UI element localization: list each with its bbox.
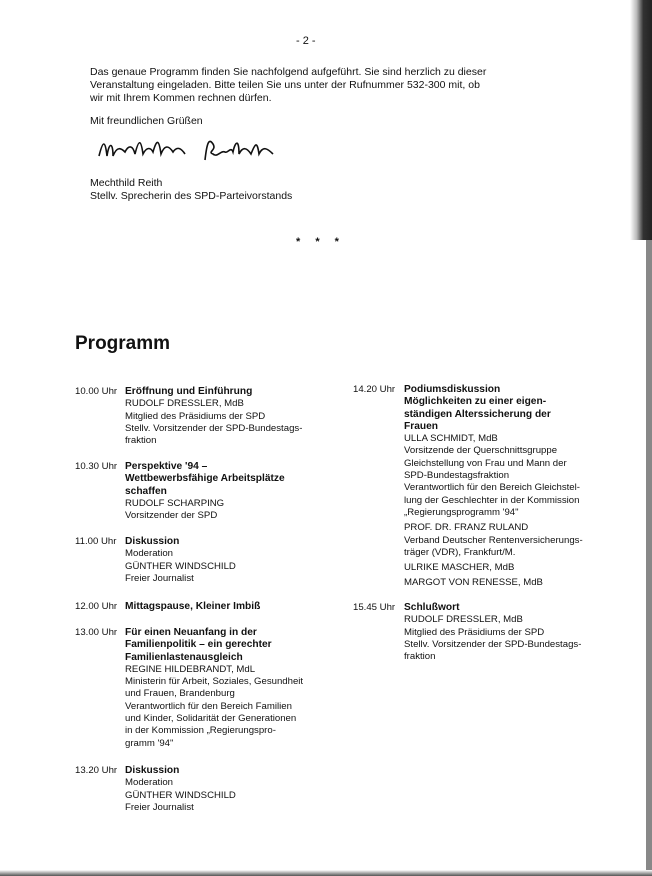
program-detail: Mitglied des Präsidiums der SPD	[404, 626, 545, 638]
program-detail: Freier Journalist	[125, 572, 194, 584]
program-detail: gramm '94"	[125, 737, 174, 749]
speaker-block	[404, 522, 604, 559]
program-body	[125, 601, 335, 613]
program-body	[404, 384, 604, 590]
program-detail: Stellv. Vorsitzender der SPD-Bundestags-	[125, 422, 303, 434]
program-body	[125, 627, 335, 750]
program-detail: RUDOLF DRESSLER, MdB	[404, 614, 523, 626]
speaker-block	[125, 498, 335, 523]
program-detail: RUDOLF SCHARPING	[125, 497, 225, 509]
program-detail: MARGOT VON RENESSE, MdB	[404, 577, 543, 589]
program-time: 11.00 Uhr	[75, 536, 117, 547]
program-title: schaffen	[125, 485, 167, 497]
program-body	[125, 536, 335, 585]
program-time: 10.00 Uhr	[75, 386, 118, 397]
program-detail: Verantwortlich für den Bereich Familien	[125, 700, 292, 712]
program-detail: Stellv. Vorsitzender der SPD-Bundestags-	[404, 638, 582, 650]
program-detail: „Regierungsprogramm '94"	[404, 506, 519, 518]
intro-line: wir mit Ihrem Kommen rechnen dürfen.	[90, 92, 272, 104]
intro-line: Veranstaltung eingeladen. Bitte teilen Sie uns unter der Rufnummer 532-300 mit, ob	[90, 79, 480, 91]
program-time: 10.30 Uhr	[75, 461, 118, 472]
program-title: Wettbewerbsfähige Arbeitsplätze	[125, 473, 285, 485]
program-title: Schlußwort	[404, 602, 460, 613]
program-detail: Vorsitzender der SPD	[125, 510, 218, 522]
separator: * * *	[296, 236, 345, 248]
scan-edge	[646, 240, 652, 876]
program-detail: in der Kommission „Regierungspro-	[125, 725, 276, 737]
speaker-block	[125, 777, 335, 814]
program-detail: und Frauen, Brandenburg	[125, 688, 235, 700]
program-detail: GÜNTHER WINDSCHILD	[125, 560, 236, 572]
speaker-block	[125, 398, 335, 447]
program-detail: träger (VDR), Frankfurt/M.	[404, 546, 516, 558]
greeting: Mit freundlichen Grüßen	[90, 115, 203, 127]
program-detail: und Kinder, Solidarität der Generationen	[125, 713, 297, 725]
program-title: Familienpolitik – ein gerechter	[125, 639, 272, 651]
program-time: 14.20 Uhr	[353, 384, 396, 395]
program-detail: Mitglied des Präsidiums der SPD	[125, 410, 266, 422]
program-detail: Vorsitzende der Querschnittsgruppe	[404, 445, 558, 457]
program-detail: Moderation	[125, 548, 173, 560]
program-title: Frauen	[404, 420, 438, 432]
handwritten-signature	[95, 132, 295, 173]
intro-line: Das genaue Programm finden Sie nachfolgend aufgeführt. Sie sind herzlich zu dieser	[90, 66, 487, 78]
page-number: - 2 -	[296, 35, 316, 47]
program-title: Mittagspause, Kleiner Imbiß	[125, 601, 261, 612]
program-detail: Verantwortlich für den Bereich Gleichstel-	[404, 482, 580, 494]
signer-block	[90, 177, 292, 203]
program-detail: Ministerin für Arbeit, Soziales, Gesundheit	[125, 676, 304, 688]
program-body	[125, 461, 335, 522]
program-detail: GÜNTHER WINDSCHILD	[125, 789, 236, 801]
signer-name: Mechthild Reith	[90, 177, 163, 189]
program-detail: PROF. DR. FRANZ RULAND	[404, 522, 529, 534]
program-title: Eröffnung und Einführung	[125, 386, 253, 397]
program-title: Familienlastenausgleich	[125, 651, 243, 663]
scan-edge	[0, 870, 652, 876]
program-body	[404, 602, 604, 663]
program-title: Möglichkeiten zu einer eigen-	[404, 396, 547, 408]
program-heading: Programm	[75, 333, 171, 354]
program-time: 15.45 Uhr	[353, 602, 396, 613]
speaker-block	[404, 433, 604, 519]
program-time: 12.00 Uhr	[75, 601, 118, 612]
program-body	[125, 765, 335, 814]
program-title: Für einen Neuanfang in der	[125, 627, 257, 638]
program-detail: fraktion	[125, 435, 157, 447]
program-detail: Moderation	[125, 777, 173, 789]
program-detail: lung der Geschlechter in der Kommission	[404, 494, 580, 506]
speaker-block	[404, 562, 604, 574]
program-detail: REGINE HILDEBRANDT, MdL	[125, 663, 256, 675]
program-detail: Verband Deutscher Rentenversicherungs-	[404, 534, 583, 546]
program-title: ständigen Alterssicherung der	[404, 408, 551, 420]
program-detail: SPD-Bundestagsfraktion	[404, 470, 510, 482]
program-title: Podiumsdiskussion	[404, 384, 501, 395]
speaker-block	[404, 614, 604, 663]
program-detail: RUDOLF DRESSLER, MdB	[125, 398, 244, 410]
program-title: Diskussion	[125, 765, 180, 776]
intro-paragraph	[90, 66, 530, 105]
program-detail: Gleichstellung von Frau und Mann der	[404, 457, 567, 469]
program-time: 13.20 Uhr	[75, 765, 118, 776]
program-title: Diskussion	[125, 536, 180, 547]
program-time: 13.00 Uhr	[75, 627, 118, 638]
program-title: Perspektive '94 –	[125, 461, 208, 472]
speaker-block	[125, 664, 335, 750]
scan-edge	[630, 0, 652, 240]
program-detail: ULLA SCHMIDT, MdB	[404, 433, 498, 445]
program-detail: fraktion	[404, 651, 436, 663]
speaker-block	[125, 548, 335, 585]
speaker-block	[404, 577, 604, 589]
program-detail: Freier Journalist	[125, 801, 194, 813]
signer-title: Stellv. Sprecherin des SPD-Parteivorstands	[90, 190, 293, 202]
program-detail: ULRIKE MASCHER, MdB	[404, 562, 515, 574]
program-body	[125, 386, 335, 447]
